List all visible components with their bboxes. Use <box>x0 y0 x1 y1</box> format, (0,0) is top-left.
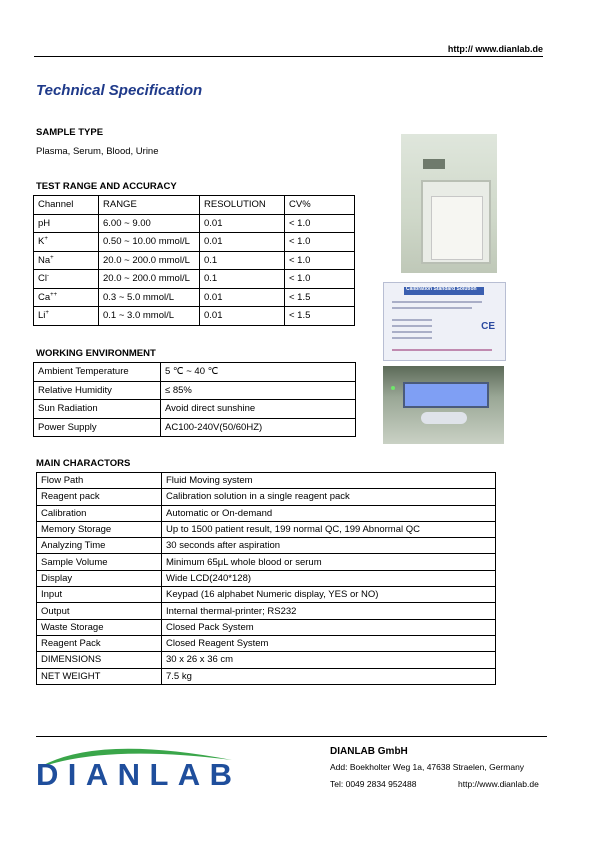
range-cell: 6.00 ~ 9.00 <box>99 214 200 233</box>
label-line <box>392 337 432 339</box>
label-cell: Flow Path <box>37 473 162 489</box>
range-cell: 0.3 ~ 5.0 mmol/L <box>99 288 200 307</box>
value-cell: Up to 1500 patient result, 199 normal QC, 199 Abnormal QC <box>162 521 496 537</box>
company-address: Add: Boekholter Weg 1a, 47638 Straelen, Germany <box>330 762 525 772</box>
channel-cell: pH <box>34 214 99 233</box>
label-cell: Reagent pack <box>37 489 162 505</box>
value-cell: Calibration solution in a single reagent pack <box>162 489 496 505</box>
table-row <box>37 505 496 521</box>
channel-cell: Ca++ <box>34 288 99 307</box>
company-name: DIANLAB GmbH <box>330 746 408 757</box>
value-cell: Closed Pack System <box>162 619 496 635</box>
channel-cell: Li+ <box>34 307 99 326</box>
resolution-cell: 0.01 <box>200 233 285 252</box>
vent-slot <box>423 159 445 169</box>
power-led-icon <box>391 386 395 390</box>
label-cell: Calibration <box>37 505 162 521</box>
main-characters-heading: MAIN CHARACTORS <box>36 458 131 469</box>
label-cell: Analyzing Time <box>37 538 162 554</box>
table-row <box>34 400 356 419</box>
label-line <box>392 307 472 309</box>
label-cell: Output <box>37 603 162 619</box>
range-cell: 0.1 ~ 3.0 mmol/L <box>99 307 200 326</box>
value-cell: Minimum 65μL whole blood or serum <box>162 554 496 570</box>
company-website-link[interactable]: http://www.dianlab.de <box>458 779 539 789</box>
value-cell: AC100-240V(50/60HZ) <box>161 418 356 437</box>
test-range-heading: TEST RANGE AND ACCURACY <box>36 181 177 192</box>
reagent-door <box>421 180 491 264</box>
range-cell: 20.0 ~ 200.0 mmol/L <box>99 270 200 289</box>
table-row <box>34 270 355 289</box>
label-line <box>392 349 492 351</box>
range-cell: 0.50 ~ 10.00 mmol/L <box>99 233 200 252</box>
channel-cell: K+ <box>34 233 99 252</box>
table-row <box>37 635 496 651</box>
label-cell: Reagent Pack <box>37 635 162 651</box>
label-line <box>392 331 432 333</box>
table-row <box>37 554 496 570</box>
table-row <box>37 489 496 505</box>
resolution-cell: 0.01 <box>200 288 285 307</box>
channel-cell: Na+ <box>34 251 99 270</box>
label-cell: Display <box>37 570 162 586</box>
header-url[interactable]: http:// www.dianlab.de <box>447 44 543 54</box>
table-row <box>34 418 356 437</box>
cv-cell: < 1.5 <box>285 307 355 326</box>
value-cell: ≤ 85% <box>161 381 356 400</box>
table-row <box>34 363 356 382</box>
sample-type-text: Plasma, Serum, Blood, Urine <box>36 146 159 157</box>
cv-cell: < 1.0 <box>285 214 355 233</box>
analyzer-display-photo <box>383 366 504 444</box>
label-cell: Sun Radiation <box>34 400 161 419</box>
cv-cell: < 1.5 <box>285 288 355 307</box>
label-line <box>392 325 432 327</box>
resolution-cell: 0.1 <box>200 251 285 270</box>
resolution-cell: 0.01 <box>200 307 285 326</box>
label-line <box>392 301 482 303</box>
column-header: CV% <box>285 196 355 215</box>
table-row <box>37 538 496 554</box>
label-cell: Waste Storage <box>37 619 162 635</box>
label-cell: Ambient Temperature <box>34 363 161 382</box>
footer-divider <box>36 736 547 737</box>
label-cell: NET WEIGHT <box>37 668 162 684</box>
table-row <box>34 214 355 233</box>
value-cell: Internal thermal-printer; RS232 <box>162 603 496 619</box>
value-cell: 5 ℃ ~ 40 ℃ <box>161 363 356 382</box>
resolution-cell: 0.1 <box>200 270 285 289</box>
value-cell: 30 seconds after aspiration <box>162 538 496 554</box>
value-cell: 7.5 kg <box>162 668 496 684</box>
test-range-table <box>33 195 355 326</box>
lcd-screen <box>403 382 489 408</box>
column-header: RESOLUTION <box>200 196 285 215</box>
sample-type-heading: SAMPLE TYPE <box>36 127 104 138</box>
cv-cell: < 1.0 <box>285 251 355 270</box>
table-row <box>34 307 355 326</box>
ce-mark-icon: CE <box>481 321 495 332</box>
column-header: RANGE <box>99 196 200 215</box>
header-divider <box>34 56 543 57</box>
label-cell: DIMENSIONS <box>37 652 162 668</box>
value-cell: Automatic or On-demand <box>162 505 496 521</box>
value-cell: Closed Reagent System <box>162 635 496 651</box>
table-row <box>34 381 356 400</box>
value-cell: Wide LCD(240*128) <box>162 570 496 586</box>
keypad <box>421 412 467 424</box>
table-header-row <box>34 196 355 215</box>
dianlab-logo <box>36 738 236 788</box>
label-cell: Relative Humidity <box>34 381 161 400</box>
working-environment-table <box>33 362 356 437</box>
table-row <box>34 251 355 270</box>
table-row <box>37 619 496 635</box>
value-cell: Fluid Moving system <box>162 473 496 489</box>
table-row <box>37 652 496 668</box>
table-row <box>34 233 355 252</box>
label-cell: Power Supply <box>34 418 161 437</box>
value-cell: Avoid direct sunshine <box>161 400 356 419</box>
working-environment-heading: WORKING ENVIRONMENT <box>36 348 156 359</box>
table-row <box>37 668 496 684</box>
table-row <box>37 603 496 619</box>
label-line <box>392 319 432 321</box>
page-title: Technical Specification <box>36 82 203 99</box>
main-characters-table <box>36 472 496 685</box>
table-row <box>37 521 496 537</box>
label-heading: Calibration Standard Solution <box>406 286 477 292</box>
reagent-label <box>431 196 483 260</box>
cv-cell: < 1.0 <box>285 233 355 252</box>
table-row <box>37 473 496 489</box>
value-cell: 30 x 26 x 36 cm <box>162 652 496 668</box>
calibration-label-photo <box>383 282 506 361</box>
label-cell: Memory Storage <box>37 521 162 537</box>
cv-cell: < 1.0 <box>285 270 355 289</box>
analyzer-reagent-photo <box>401 134 497 273</box>
logo-text: DIANLAB <box>36 757 232 788</box>
company-phone: Tel: 0049 2834 952488 <box>330 779 417 789</box>
column-header: Channel <box>34 196 99 215</box>
channel-cell: Cl- <box>34 270 99 289</box>
table-row <box>34 288 355 307</box>
value-cell: Keypad (16 alphabet Numeric display, YES or NO) <box>162 587 496 603</box>
label-cell: Input <box>37 587 162 603</box>
resolution-cell: 0.01 <box>200 214 285 233</box>
label-cell: Sample Volume <box>37 554 162 570</box>
table-row <box>37 587 496 603</box>
range-cell: 20.0 ~ 200.0 mmol/L <box>99 251 200 270</box>
table-row <box>37 570 496 586</box>
